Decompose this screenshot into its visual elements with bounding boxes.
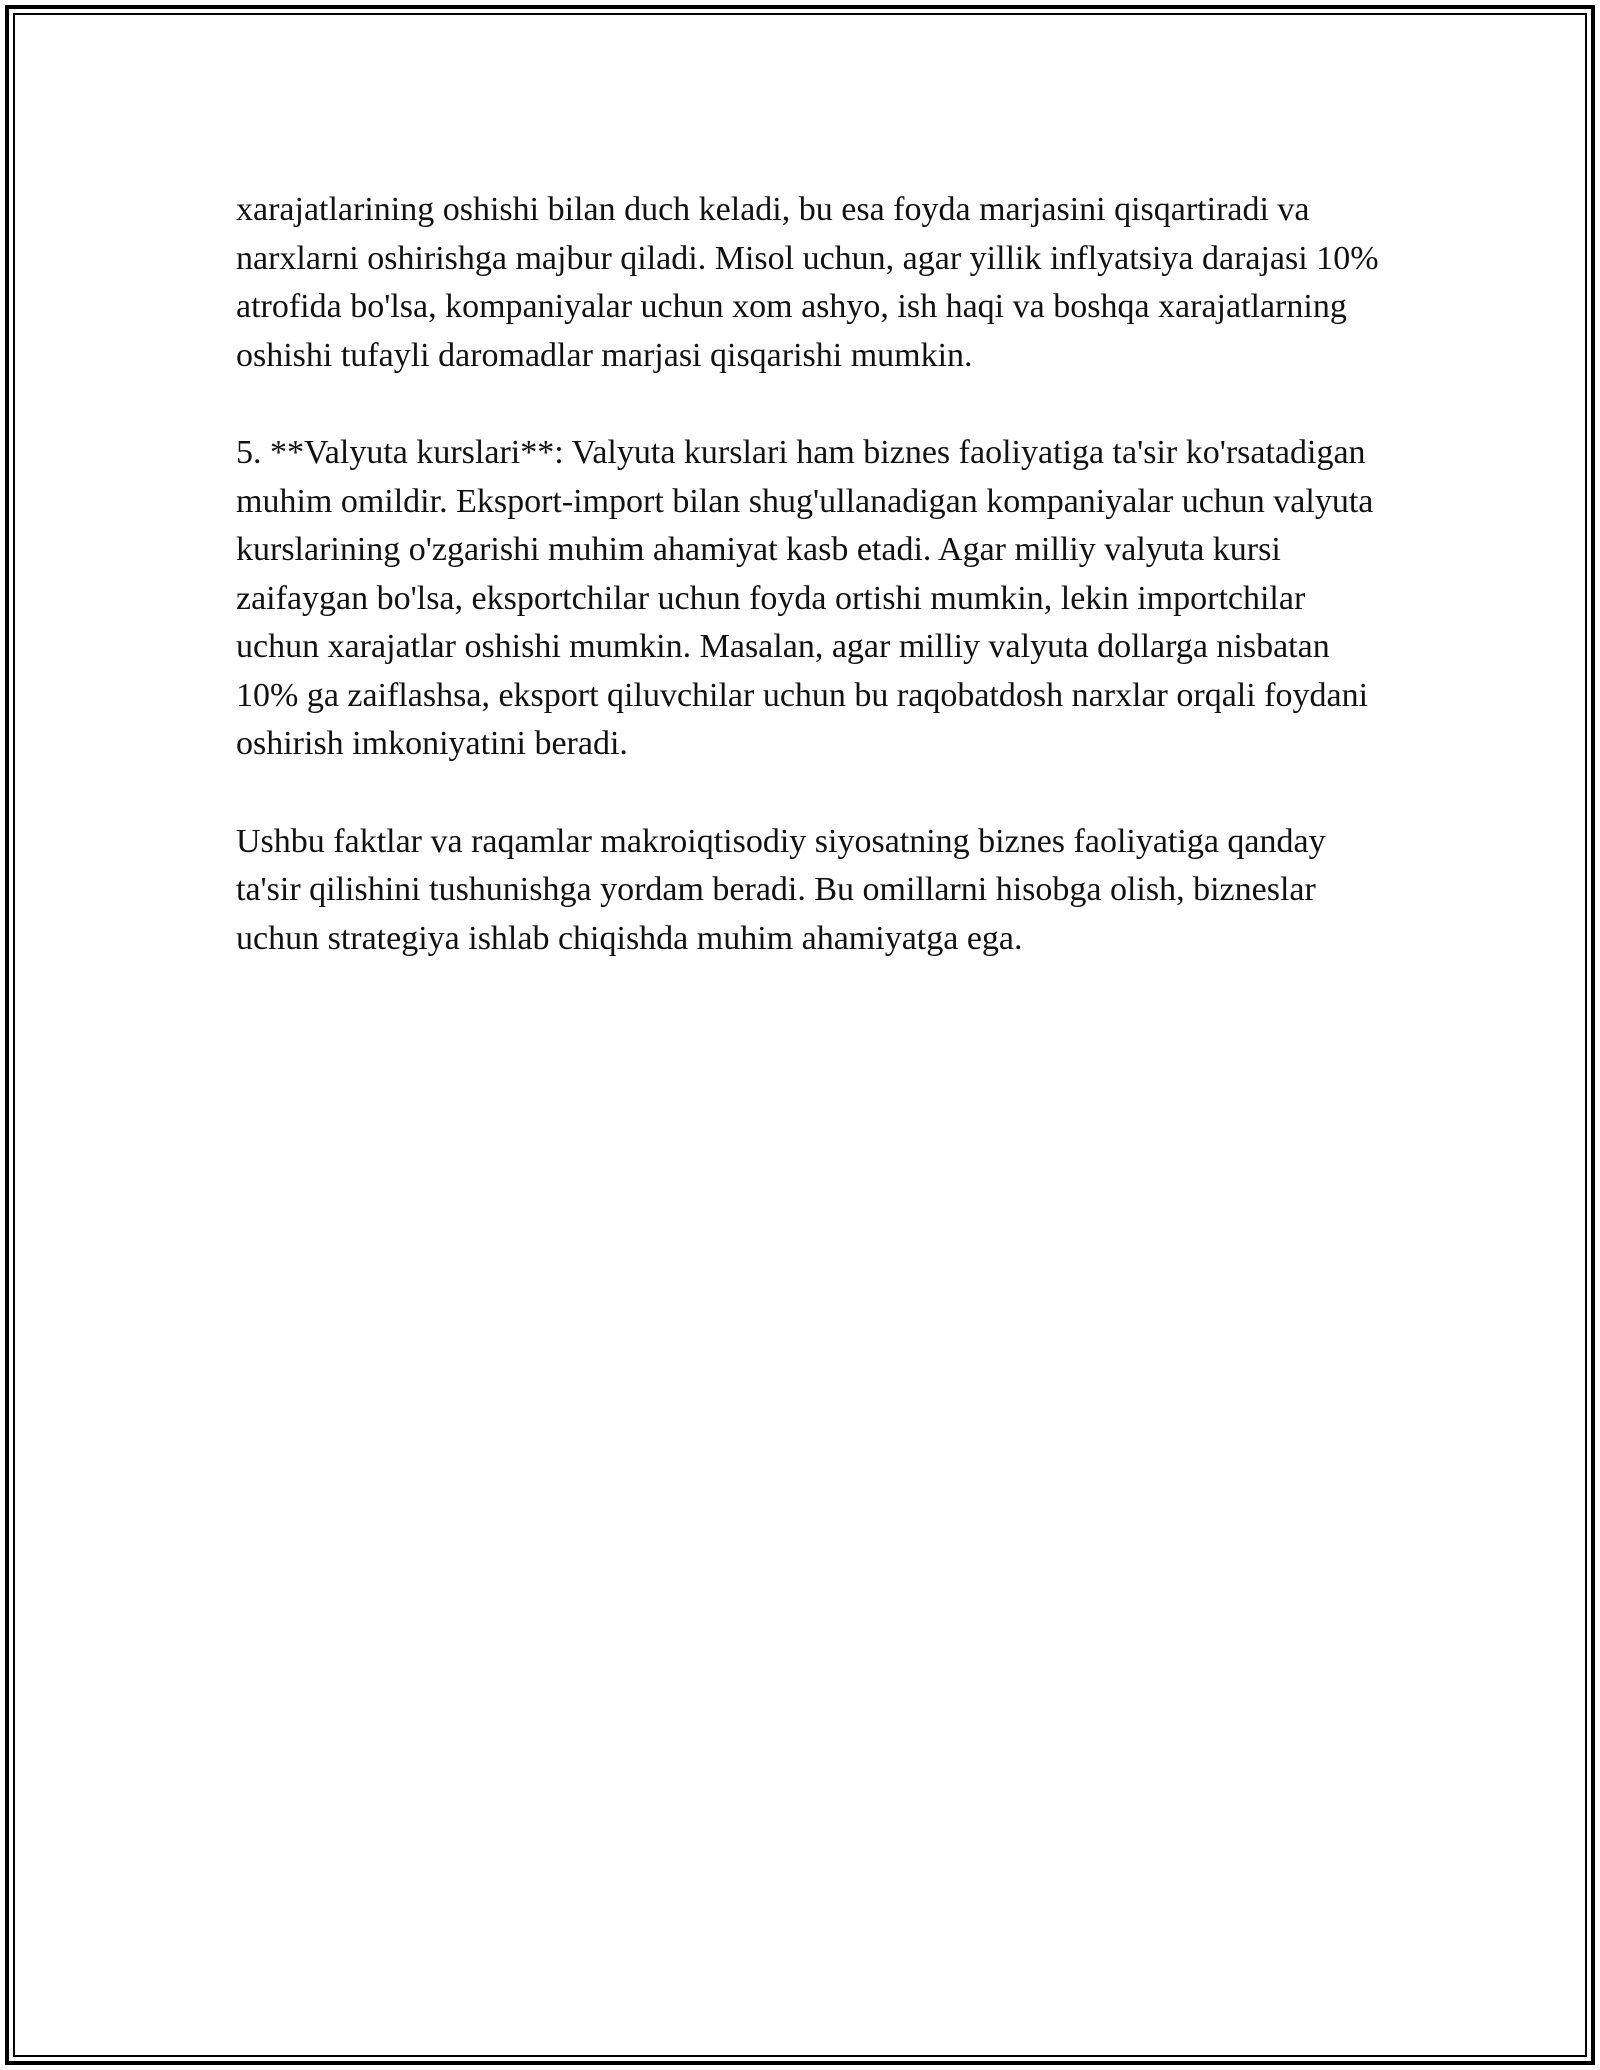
paragraph-conclusion: Ushbu faktlar va raqamlar makroiqtisodiy siyosatning biznes faoliyatiga qanday ta'sir qilishini tushunishga yordam beradi. Bu omillarni hisobga olish, bizneslar uchun strategiya ishlab chiqishda muhim ahamiyatga ega.	[236, 822, 1326, 957]
paragraph-inflation-continuation: xarajatlarining oshishi bilan duch keladi, bu esa foyda marjasini qisqartiradi va narxlarni oshirishga majbur qiladi. Misol uchun, agar yillik inflyatsiya darajasi 10% atrofida bo'lsa, kompaniyalar uchun xom ashyo, ish haqi va boshqa xarajatlarning oshishi tufayli daromadlar marjasi qisqarishi mumkin.	[236, 191, 1379, 374]
paragraph-exchange-rates: 5. **Valyuta kurslari**: Valyuta kurslari ham biznes faoliyatiga ta'sir ko'rsatadigan muhim omildir. Eksport-import bilan shug'ullanadigan kompaniyalar uchun valyuta kurslarining o'zgarishi muhim ahamiyat kasb etadi. Agar milliy valyuta kursi zaifaygan bo'lsa, eksportchilar uchun foyda ortishi mumkin, lekin importchilar uchun xarajatlar oshishi mumkin. Masalan, agar milliy valyuta dollarga nisbatan 10% ga zaiflashsa, eksport qiluvchilar uchun bu raqobatdosh narxlar orqali foydani oshirish imkoniyatini beradi.	[236, 434, 1374, 762]
document-body	[236, 186, 1386, 1012]
